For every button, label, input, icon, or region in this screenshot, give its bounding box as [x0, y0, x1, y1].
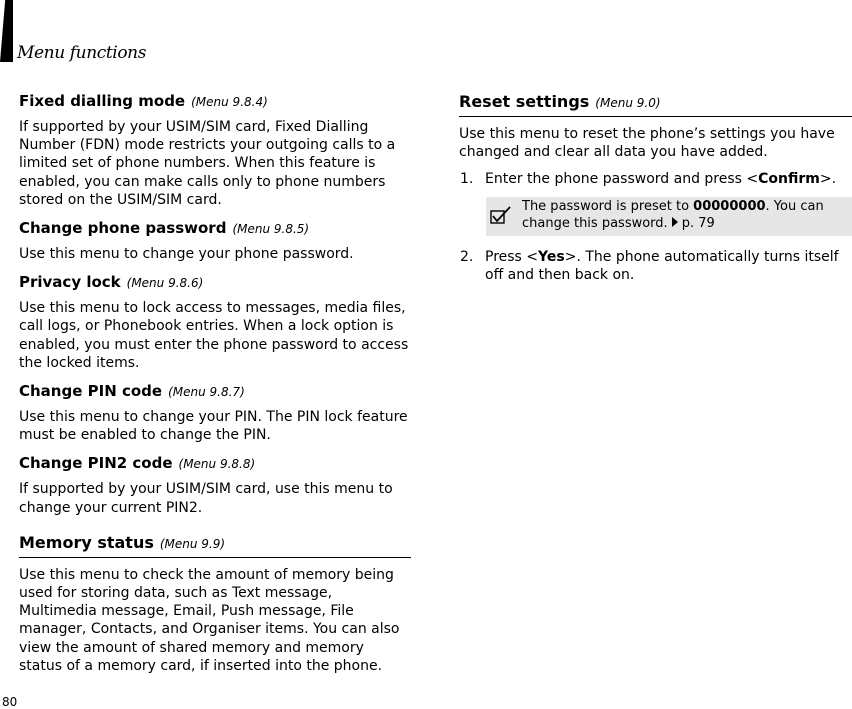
heading-text: Fixed dialling mode: [19, 92, 186, 110]
steps-list: [459, 248, 852, 284]
header-bar: [0, 0, 13, 62]
step-text: Enter the phone password and press <: [485, 171, 759, 188]
paragraph: If supported by your USIM/SIM card, use this menu to change your current PIN2.: [19, 481, 393, 516]
note-text: The password is preset to: [522, 198, 694, 214]
paragraph: If supported by your USIM/SIM card, Fixed Dialling Number (FDN) mode restricts your outgoing calls to a limited set of phone numbers. When this feature is enabled, you can make calls only to phone numbers stored on the USIM/SIM card.: [19, 119, 396, 208]
running-header: Menu functions: [17, 43, 147, 63]
section-heading: [19, 272, 411, 293]
paragraph: Use this menu to reset the phone’s settings you have changed and clear all data you have added.: [459, 126, 835, 161]
menu-ref: (Menu 9.9): [159, 536, 226, 551]
note-text: . You can change this password.: [522, 198, 824, 232]
heading-text: Memory status: [19, 532, 154, 552]
heading-text: Change PIN code: [19, 382, 163, 401]
step-number: 2.: [460, 248, 474, 265]
menu-ref: (Menu 9.8.6): [126, 276, 204, 291]
step-text: >. The phone automatically turns itself off and then back on.: [485, 248, 839, 283]
paragraph: Use this menu to change your PIN. The PIN lock feature must be enabled to change the PIN.: [19, 409, 408, 444]
section-heading-major: [459, 92, 852, 117]
paragraph: Use this menu to lock access to messages, media files, call logs, or Phonebook entries. When a lock option is enabled, you must enter the phone password to access the locked items.: [19, 300, 409, 371]
section-heading-major: [19, 533, 411, 558]
section-heading: [19, 381, 411, 402]
step-item: [459, 248, 852, 284]
section-heading: [19, 453, 411, 474]
menu-ref: (Menu 9.8.7): [168, 385, 245, 400]
softkey-label: Yes: [538, 248, 565, 265]
section-heading: [19, 218, 411, 239]
paragraph: Use this menu to check the amount of memory being used for storing data, such as Text message, Multimedia message, Email, Push message, File manager, Contacts, and Organiser items. You can also view the amount of shared memory and memory status of a memory card, if inserted into the phone.: [19, 566, 400, 674]
menu-ref: (Menu 9.8.4): [191, 95, 268, 109]
heading-text: Change PIN2 code: [19, 454, 173, 473]
step-text: Press <: [485, 248, 539, 265]
page-reference: p. 79: [681, 216, 715, 232]
step-item: [459, 170, 852, 188]
menu-ref: (Menu 9.8.5): [232, 222, 310, 237]
step-text: >.: [819, 171, 837, 188]
heading-text: Reset settings: [459, 92, 590, 111]
menu-ref: (Menu 9.8.8): [178, 457, 256, 472]
right-column: [459, 92, 852, 290]
menu-ref: (Menu 9.0): [595, 96, 661, 110]
heading-text: Change phone password: [19, 219, 227, 238]
section-heading: [19, 91, 411, 112]
note-box: [486, 197, 852, 236]
paragraph: Use this menu to change your phone password.: [19, 246, 354, 263]
triangle-arrow-icon: [672, 217, 678, 227]
softkey-label: Confirm: [758, 171, 820, 188]
steps-list: [459, 170, 852, 188]
left-column: [19, 91, 411, 684]
step-number: 1.: [460, 171, 474, 188]
heading-text: Privacy lock: [19, 273, 121, 292]
page-number: 80: [2, 695, 18, 709]
default-password: 00000000: [693, 198, 766, 214]
checkmark-note-icon: [490, 205, 512, 225]
